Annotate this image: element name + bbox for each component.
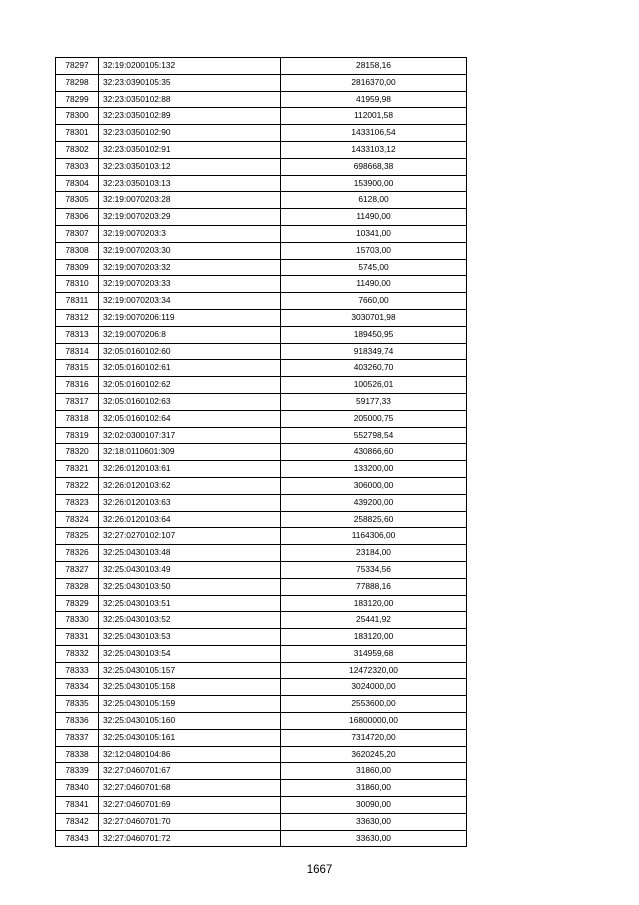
table-row [56,108,467,125]
value-cell: 31860,00 [281,763,467,780]
value-cell: 698668,38 [281,158,467,175]
cadastral-number-cell: 32:27:0270102:107 [99,528,281,545]
table-row [56,461,467,478]
value-cell: 1433103,12 [281,141,467,158]
value-cell: 41959,98 [281,91,467,108]
cadastral-number-cell: 32:26:0120103:61 [99,461,281,478]
cadastral-number-cell: 32:25:0430103:48 [99,545,281,562]
value-cell: 11490,00 [281,209,467,226]
table-row [56,578,467,595]
value-cell: 183120,00 [281,595,467,612]
cadastral-number-cell: 32:19:0200105:132 [99,58,281,75]
cadastral-number-cell: 32:05:0160102:64 [99,410,281,427]
value-cell: 23184,00 [281,545,467,562]
value-cell: 30090,00 [281,797,467,814]
value-cell: 552798,54 [281,427,467,444]
table-row [56,780,467,797]
cadastral-number-cell: 32:19:0070203:28 [99,192,281,209]
cadastral-number-cell: 32:27:0460701:67 [99,763,281,780]
row-number-cell: 78336 [56,713,99,730]
value-cell: 11490,00 [281,276,467,293]
table-row [56,830,467,847]
table-row [56,427,467,444]
table-row [56,629,467,646]
row-number-cell: 78334 [56,679,99,696]
table-row [56,309,467,326]
table-row [56,276,467,293]
table-row [56,125,467,142]
row-number-cell: 78313 [56,326,99,343]
row-number-cell: 78302 [56,141,99,158]
row-number-cell: 78311 [56,293,99,310]
row-number-cell: 78297 [56,58,99,75]
row-number-cell: 78338 [56,746,99,763]
row-number-cell: 78314 [56,343,99,360]
value-cell: 918349,74 [281,343,467,360]
row-number-cell: 78331 [56,629,99,646]
table-row [56,545,467,562]
row-number-cell: 78326 [56,545,99,562]
row-number-cell: 78305 [56,192,99,209]
value-cell: 25441,92 [281,612,467,629]
row-number-cell: 78310 [56,276,99,293]
value-cell: 28158,16 [281,58,467,75]
value-cell: 33630,00 [281,830,467,847]
cadastral-number-cell: 32:18:0110601:309 [99,444,281,461]
row-number-cell: 78343 [56,830,99,847]
row-number-cell: 78298 [56,74,99,91]
cadastral-number-cell: 32:23:0350102:89 [99,108,281,125]
cadastral-number-cell: 32:26:0120103:62 [99,477,281,494]
value-cell: 12472320,00 [281,662,467,679]
cadastral-number-cell: 32:25:0430105:158 [99,679,281,696]
row-number-cell: 78301 [56,125,99,142]
row-number-cell: 78324 [56,511,99,528]
table-row [56,662,467,679]
cadastral-number-cell: 32:05:0160102:61 [99,360,281,377]
cadastral-number-cell: 32:19:0070203:33 [99,276,281,293]
row-number-cell: 78328 [56,578,99,595]
table-row [56,225,467,242]
cadastral-number-cell: 32:19:0070206:119 [99,309,281,326]
row-number-cell: 78320 [56,444,99,461]
value-cell: 59177,33 [281,393,467,410]
cadastral-number-cell: 32:27:0460701:72 [99,830,281,847]
cadastral-number-cell: 32:25:0430103:52 [99,612,281,629]
table-row [56,477,467,494]
value-cell: 403260,70 [281,360,467,377]
value-cell: 2553600,00 [281,696,467,713]
row-number-cell: 78342 [56,813,99,830]
cadastral-number-cell: 32:25:0430103:51 [99,595,281,612]
cadastral-number-cell: 32:26:0120103:64 [99,511,281,528]
page-number: 1667 [306,864,333,876]
row-number-cell: 78315 [56,360,99,377]
value-cell: 258825,60 [281,511,467,528]
cadastral-number-cell: 32:05:0160102:63 [99,393,281,410]
cadastral-number-cell: 32:25:0430105:159 [99,696,281,713]
value-cell: 314959,68 [281,645,467,662]
value-cell: 112001,58 [281,108,467,125]
cadastral-number-cell: 32:19:0070203:3 [99,225,281,242]
value-cell: 439200,00 [281,494,467,511]
cadastral-value-table [55,57,467,847]
cadastral-number-cell: 32:26:0120103:63 [99,494,281,511]
cadastral-number-cell: 32:23:0350102:90 [99,125,281,142]
table-row [56,209,467,226]
table-row [56,763,467,780]
value-cell: 3620245,20 [281,746,467,763]
value-cell: 7314720,00 [281,729,467,746]
value-cell: 7660,00 [281,293,467,310]
table-row [56,696,467,713]
value-cell: 2816370,00 [281,74,467,91]
row-number-cell: 78303 [56,158,99,175]
cadastral-number-cell: 32:23:0350102:88 [99,91,281,108]
cadastral-number-cell: 32:19:0070206:8 [99,326,281,343]
row-number-cell: 78333 [56,662,99,679]
row-number-cell: 78308 [56,242,99,259]
table-row [56,74,467,91]
row-number-cell: 78312 [56,309,99,326]
value-cell: 1164306,00 [281,528,467,545]
cadastral-number-cell: 32:05:0160102:62 [99,377,281,394]
cadastral-number-cell: 32:19:0070203:29 [99,209,281,226]
cadastral-number-cell: 32:27:0460701:68 [99,780,281,797]
cadastral-number-cell: 32:25:0430105:161 [99,729,281,746]
row-number-cell: 78300 [56,108,99,125]
value-cell: 75334,56 [281,561,467,578]
row-number-cell: 78329 [56,595,99,612]
cadastral-number-cell: 32:02:0300107:317 [99,427,281,444]
table-row [56,444,467,461]
table-row [56,58,467,75]
value-cell: 5745,00 [281,259,467,276]
table-row [56,377,467,394]
row-number-cell: 78335 [56,696,99,713]
table-row [56,343,467,360]
cadastral-number-cell: 32:23:0390105:35 [99,74,281,91]
table-row [56,511,467,528]
row-number-cell: 78339 [56,763,99,780]
value-cell: 183120,00 [281,629,467,646]
table-row [56,326,467,343]
cadastral-number-cell: 32:23:0350103:12 [99,158,281,175]
row-number-cell: 78319 [56,427,99,444]
value-cell: 3030701,98 [281,309,467,326]
value-cell: 1433106,54 [281,125,467,142]
table-row [56,561,467,578]
table-row [56,410,467,427]
table-row [56,259,467,276]
row-number-cell: 78332 [56,645,99,662]
cadastral-number-cell: 32:23:0350103:13 [99,175,281,192]
cadastral-number-cell: 32:25:0430103:54 [99,645,281,662]
value-cell: 77888,16 [281,578,467,595]
table-row [56,393,467,410]
row-number-cell: 78323 [56,494,99,511]
value-cell: 100526,01 [281,377,467,394]
row-number-cell: 78340 [56,780,99,797]
row-number-cell: 78330 [56,612,99,629]
table-row [56,679,467,696]
value-cell: 31860,00 [281,780,467,797]
value-cell: 15703,00 [281,242,467,259]
row-number-cell: 78341 [56,797,99,814]
table-row [56,141,467,158]
value-cell: 3024000,00 [281,679,467,696]
value-cell: 10341,00 [281,225,467,242]
value-cell: 153900,00 [281,175,467,192]
table-row [56,713,467,730]
cadastral-number-cell: 32:25:0430103:53 [99,629,281,646]
table-row [56,158,467,175]
cadastral-number-cell: 32:19:0070203:32 [99,259,281,276]
table-row [56,360,467,377]
table-row [56,729,467,746]
row-number-cell: 78321 [56,461,99,478]
row-number-cell: 78316 [56,377,99,394]
row-number-cell: 78337 [56,729,99,746]
cadastral-number-cell: 32:23:0350102:91 [99,141,281,158]
value-cell: 430866,60 [281,444,467,461]
value-cell: 16800000,00 [281,713,467,730]
value-cell: 189450,95 [281,326,467,343]
row-number-cell: 78318 [56,410,99,427]
cadastral-number-cell: 32:25:0430105:157 [99,662,281,679]
cadastral-number-cell: 32:25:0430103:50 [99,578,281,595]
row-number-cell: 78304 [56,175,99,192]
table-row [56,494,467,511]
row-number-cell: 78309 [56,259,99,276]
cadastral-number-cell: 32:27:0460701:69 [99,797,281,814]
row-number-cell: 78307 [56,225,99,242]
table-row [56,192,467,209]
row-number-cell: 78327 [56,561,99,578]
value-cell: 133200,00 [281,461,467,478]
table-row [56,813,467,830]
cadastral-number-cell: 32:19:0070203:34 [99,293,281,310]
cadastral-number-cell: 32:27:0460701:70 [99,813,281,830]
value-cell: 33630,00 [281,813,467,830]
cadastral-number-cell: 32:25:0430103:49 [99,561,281,578]
value-cell: 6128,00 [281,192,467,209]
table-row [56,797,467,814]
table-row [56,293,467,310]
table-row [56,175,467,192]
value-cell: 306000,00 [281,477,467,494]
cadastral-number-cell: 32:05:0160102:60 [99,343,281,360]
row-number-cell: 78325 [56,528,99,545]
cadastral-number-cell: 32:25:0430105:160 [99,713,281,730]
table-row [56,528,467,545]
table-row [56,746,467,763]
table-body [56,58,467,847]
table-row [56,242,467,259]
table-row [56,612,467,629]
cadastral-number-cell: 32:19:0070203:30 [99,242,281,259]
table-row [56,645,467,662]
row-number-cell: 78299 [56,91,99,108]
value-cell: 205000,75 [281,410,467,427]
cadastral-number-cell: 32:12:0480104:86 [99,746,281,763]
row-number-cell: 78306 [56,209,99,226]
table-row [56,91,467,108]
row-number-cell: 78322 [56,477,99,494]
row-number-cell: 78317 [56,393,99,410]
table-row [56,595,467,612]
